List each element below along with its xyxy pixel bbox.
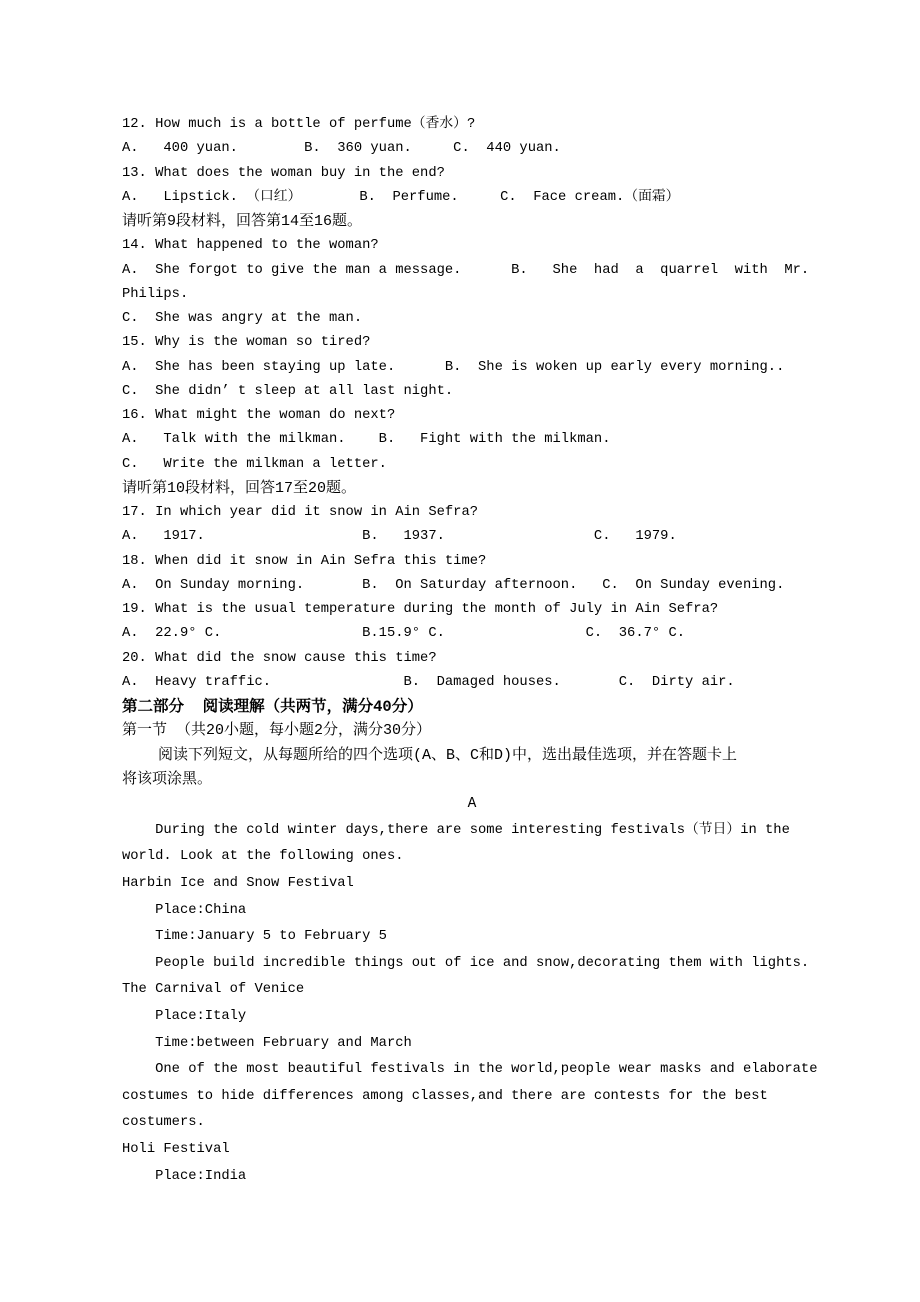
question-15: 15. Why is the woman so tired? xyxy=(122,335,371,351)
options-18: A. On Sunday morning. B. On Saturday afternoon. C. On Sunday evening. xyxy=(122,577,785,593)
question-16: 16. What might the woman do next? xyxy=(122,408,396,423)
passage-a-label: A xyxy=(467,796,477,813)
options-12: A. 400 yuan. B. 360 yuan. C. 440 yuan. xyxy=(122,141,561,157)
instructions-line-2: 将该项涂黑。 xyxy=(122,770,213,788)
passage-a xyxy=(122,818,822,1190)
audio-cue-material-10: 请听第10段材料，回答17至20题。 xyxy=(122,479,357,497)
festival-1-title: Harbin Ice and Snow Festival xyxy=(122,876,354,891)
options-14-a-b: A. She forgot to give the man a message. B. She had a quarrel with Mr. xyxy=(122,262,810,278)
options-13: A. Lipstick. （口红） B. Perfume. C. Face cream.（面霜） xyxy=(122,189,680,205)
options-15-a-b: A. She has been staying up late. B. She is woken up early every morning.. xyxy=(122,359,785,375)
option-14-c: C. She was angry at the man. xyxy=(122,311,363,326)
question-20: 20. What did the snow cause this time? xyxy=(122,650,437,666)
question-18: 18. When did it snow in Ain Sefra this time? xyxy=(122,553,487,569)
festival-2-place: Place:Italy xyxy=(122,1008,247,1024)
festival-2-description-line-3: costumers. xyxy=(122,1115,205,1131)
audio-cue-material-9: 请听第9段材料，回答第14至16题。 xyxy=(122,213,363,230)
reading-comprehension-section xyxy=(122,695,822,1190)
festival-2-time: Time:between February and March xyxy=(122,1035,412,1051)
options-19: A. 22.9° C. B.15.9° C. C. 36.7° C. xyxy=(122,626,686,642)
festival-1-time: Time:January 5 to February 5 xyxy=(122,929,387,945)
question-13: 13. What does the woman buy in the end? xyxy=(122,165,445,181)
options-14-b-wrap: Philips. xyxy=(122,286,189,302)
festival-3-title: Holi Festival xyxy=(122,1141,230,1157)
question-17: 17. In which year did it snow in Ain Sefra? xyxy=(122,505,479,520)
question-14: 14. What happened to the woman? xyxy=(122,238,379,254)
section1-heading: 第一节 （共20小题，每小题2分，满分30分） xyxy=(122,722,432,740)
option-16-c: C. Write the milkman a letter. xyxy=(122,456,387,472)
options-20: A. Heavy traffic. B. Damaged houses. C. Dirty air. xyxy=(122,674,735,690)
question-12: 12. How much is a bottle of perfume（香水）? xyxy=(122,117,476,132)
instructions-line-1: 阅读下列短文，从每题所给的四个选项(A、B、C和D)中，选出最佳选项，并在答题卡上 xyxy=(122,746,738,764)
festival-1-description: People build incredible things out of ice and snow,decorating them with lights. xyxy=(122,955,810,971)
option-15-c: C. She didn’ t sleep at all last night. xyxy=(122,383,454,399)
festival-2-title: The Carnival of Venice xyxy=(122,982,305,998)
options-16-a-b: A. Talk with the milkman. B. Fight with the milkman. xyxy=(122,432,611,448)
festival-3-place: Place:India xyxy=(122,1168,247,1184)
listening-questions-section xyxy=(122,113,822,695)
passage-intro-line-1: During the cold winter days,there are some interesting festivals（节日）in the xyxy=(122,822,790,838)
question-19: 19. What is the usual temperature during the month of July in Ain Sefra? xyxy=(122,602,719,617)
options-17: A. 1917. B. 1937. C. 1979. xyxy=(122,529,677,545)
part2-heading: 第二部分 阅读理解（共两节，满分40分） xyxy=(122,698,423,716)
festival-1-place: Place:China xyxy=(122,902,247,918)
festival-2-description-line-1: One of the most beautiful festivals in the world,people wear masks and elaborate xyxy=(122,1062,818,1078)
festival-2-description-line-2: costumes to hide differences among classes,and there are contests for the best xyxy=(122,1088,768,1104)
passage-intro-line-2: world. Look at the following ones. xyxy=(122,849,404,865)
